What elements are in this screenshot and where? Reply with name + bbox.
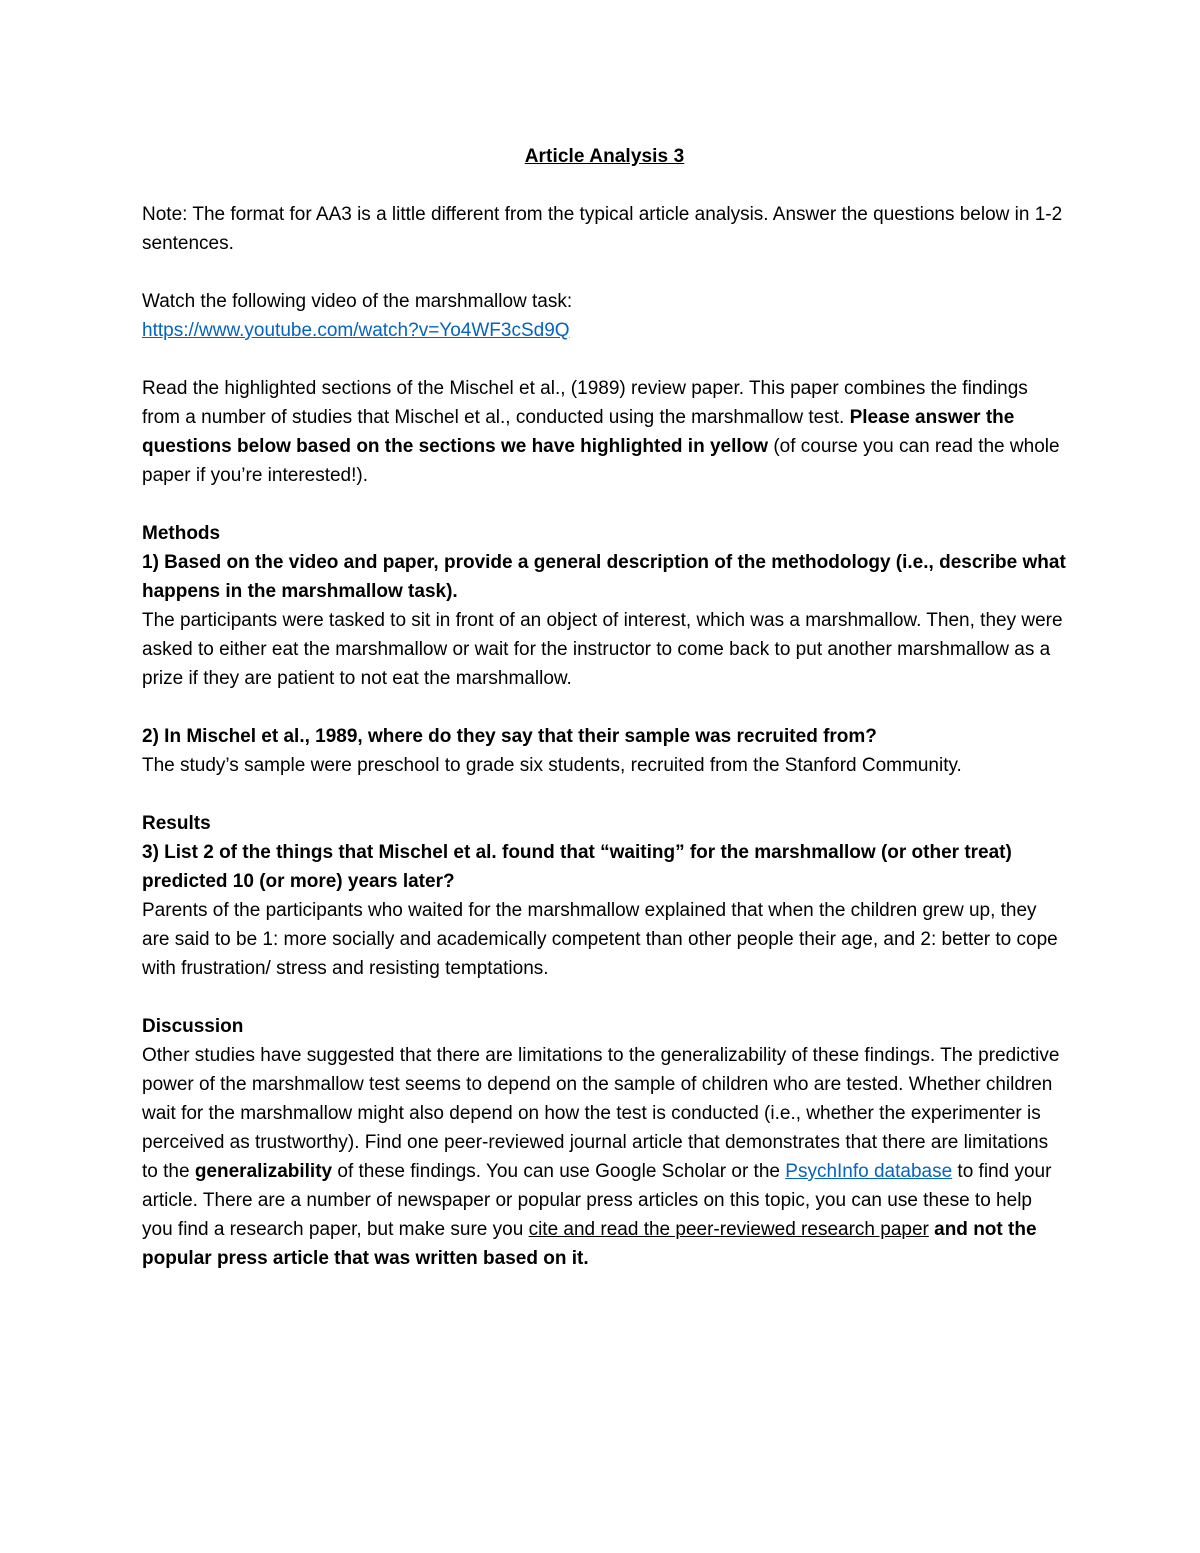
question-3: 3) List 2 of the things that Mischel et al. found that “waiting” for the marshmallow (or other treat) predicted 10 (or more) years later? bbox=[142, 842, 1012, 892]
answer-1: The participants were tasked to sit in front of an object of interest, which was a marshmallow. Then, they were asked to either eat the marshmallow or wait for the instructor to come back to put another marshmallow as a prize if they are patient to not eat the marshmallow. bbox=[142, 610, 1063, 689]
discussion-paragraph bbox=[142, 1041, 1067, 1273]
answer-3: Parents of the participants who waited for the marshmallow explained that when the children grew up, they are said to be 1: more socially and academically competent than other people their age, and 2: better to cope with frustration/ stress and resisting temptations. bbox=[142, 900, 1058, 979]
discussion-text-1: Other studies have suggested that there are limitations to the generalizability of these findings. The predictive power of the marshmallow test seems to depend on the sample of children who are tested. Whether children wait for the marshmallow might also depend on how the test is conducted (i.e., whether the experimenter is perceived as trustworthy). Find one peer-reviewed journal article that demonstrates that there are limitations to the bbox=[142, 1045, 1060, 1182]
question-2: 2) In Mischel et al., 1989, where do they say that their sample was recruited from? bbox=[142, 726, 877, 747]
document-title: Article Analysis 3 bbox=[524, 146, 685, 167]
underlined-instruction: cite and read the peer-reviewed research paper bbox=[528, 1219, 929, 1240]
discussion-heading: Discussion bbox=[142, 1016, 244, 1037]
document-body bbox=[142, 142, 1067, 1273]
discussion-text-4: and not the popular press article that was written based on it. bbox=[142, 1219, 1037, 1269]
reading-text: Read the highlighted sections of the Mischel et al., (1989) review paper. This paper combines the findings from a number of studies that Mischel et al., conducted using the marshmallow test. bbox=[142, 378, 1028, 428]
video-link[interactable]: https://www.youtube.com/watch?v=Yo4WF3cSd9Q bbox=[142, 320, 570, 341]
video-paragraph bbox=[142, 287, 1067, 345]
reading-instruction: Please answer the questions below based on the sections we have highlighted in yellow bbox=[142, 407, 1015, 457]
question-1: 1) Based on the video and paper, provide a general description of the methodology (i.e., describe what happens in the marshmallow task). bbox=[142, 552, 1066, 602]
discussion-section bbox=[142, 1012, 1067, 1273]
psychinfo-link[interactable]: PsychInfo database bbox=[785, 1161, 953, 1182]
generalizability-word: generalizability bbox=[194, 1161, 333, 1182]
results-heading: Results bbox=[142, 813, 211, 834]
discussion-text-2: of these findings. You can use Google Scholar or the bbox=[332, 1161, 786, 1182]
reading-paragraph bbox=[142, 374, 1067, 490]
note-paragraph: Note: The format for AA3 is a little different from the typical article analysis. Answer the questions below in 1-2 sentences. bbox=[142, 204, 1063, 254]
video-intro: Watch the following video of the marshmallow task: bbox=[142, 291, 573, 312]
methods-heading: Methods bbox=[142, 523, 221, 544]
discussion-text-3: to find your article. There are a number of newspaper or popular press articles on this topic, you can use these to help you find a research paper, but make sure you bbox=[142, 1161, 1052, 1240]
reading-after: (of course you can read the whole paper if you’re interested!). bbox=[142, 436, 1060, 486]
methods-section bbox=[142, 519, 1067, 780]
results-section bbox=[142, 809, 1067, 983]
answer-2: The study’s sample were preschool to grade six students, recruited from the Stanford Community. bbox=[142, 755, 962, 776]
